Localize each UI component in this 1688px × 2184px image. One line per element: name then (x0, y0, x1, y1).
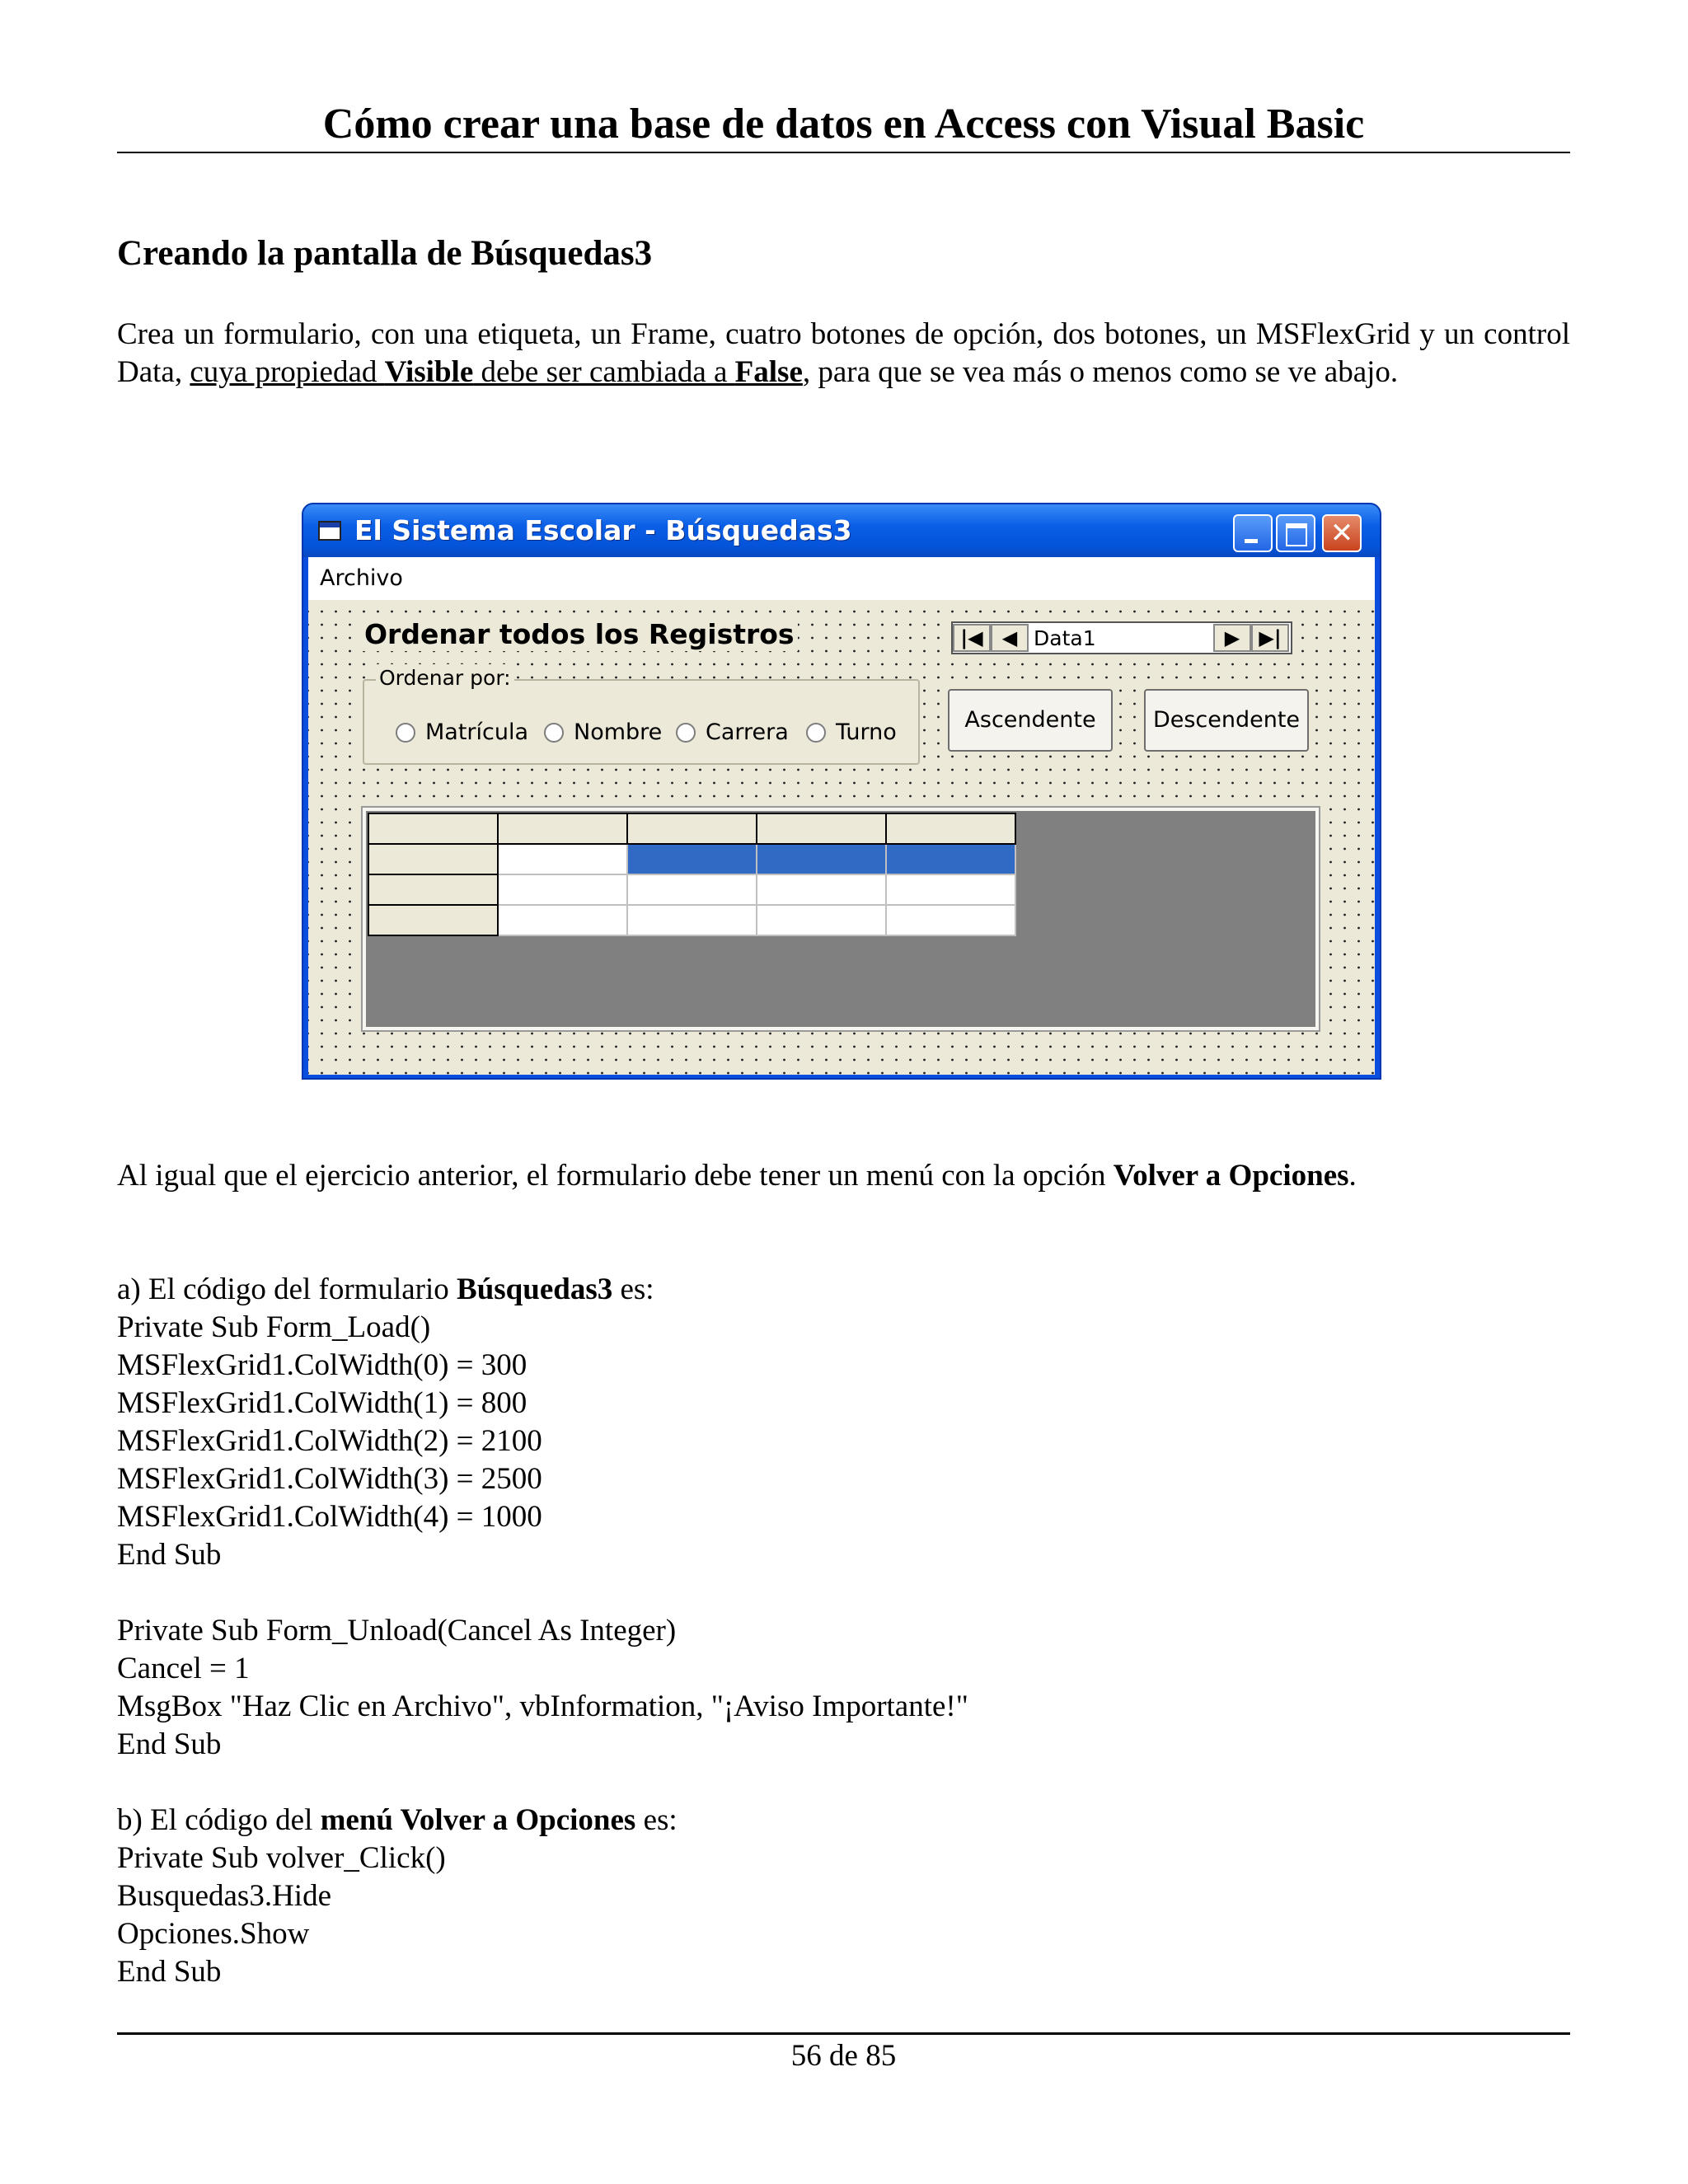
code-line: Opciones.Show (117, 1917, 310, 1951)
sort-by-frame (363, 666, 920, 765)
option-turno[interactable] (806, 719, 897, 747)
grid-cell (757, 813, 886, 844)
grid-row (368, 905, 1015, 935)
grid-cell (368, 813, 498, 844)
next-record-button[interactable]: ▶ (1213, 624, 1251, 652)
data-control (951, 621, 1292, 654)
maximize-button[interactable] (1276, 514, 1315, 552)
grid-cell (627, 813, 757, 844)
grid-cell-selected[interactable] (757, 844, 886, 874)
code-a-intro-text: a) El código del formulario (117, 1272, 457, 1306)
grid-cell (498, 813, 627, 844)
data-control-caption: Data1 (1034, 626, 1096, 650)
code-line: End Sub (117, 1727, 222, 1761)
grid-cell[interactable] (627, 905, 757, 935)
grid-cell (368, 874, 498, 905)
window-titlebar[interactable] (303, 504, 1380, 557)
code-a-intro-end: es: (612, 1272, 654, 1306)
code-line: MsgBox "Haz Clic en Archivo", vbInformation, "¡Aviso Importante!" (117, 1690, 968, 1723)
code-b-intro-bold: menú Volver a Opciones (320, 1803, 636, 1837)
code-a-intro-bold: Búsquedas3 (457, 1272, 613, 1306)
grid-cell[interactable] (498, 844, 627, 874)
vb-form-window (302, 503, 1381, 1080)
code-block-a (117, 1271, 1570, 1991)
code-line: Private Sub Form_Load() (117, 1310, 431, 1344)
window-title: El Sistema Escolar - Búsquedas3 (354, 514, 852, 546)
grid-cell[interactable] (757, 874, 886, 905)
intro-visible-keyword: Visible (384, 355, 474, 389)
footer-divider (117, 2032, 1570, 2035)
header-divider (117, 152, 1570, 153)
option-label: Nombre (574, 719, 663, 745)
grid-cell-selected[interactable] (627, 844, 757, 874)
grid-cell[interactable] (627, 874, 757, 905)
radio-icon (806, 723, 826, 743)
radio-icon (396, 723, 415, 743)
option-matricula[interactable] (396, 719, 528, 747)
page-number: 56 de 85 (790, 2039, 897, 2073)
grid-cell[interactable] (498, 905, 627, 935)
grid-cell[interactable] (886, 905, 1015, 935)
code-line: Private Sub volver_Click() (117, 1841, 446, 1875)
first-record-button[interactable]: |◀ (953, 624, 991, 652)
close-button[interactable] (1322, 514, 1362, 552)
grid-cell[interactable] (498, 874, 627, 905)
intro-text: Crea un formulario, con una etiqueta, un Frame, cuatro botones de opción, dos botones, un MSFlexGrid y un control Data, (117, 317, 1570, 389)
option-nombre[interactable] (544, 719, 662, 747)
menu-paragraph (117, 1157, 1570, 1195)
grid-table (368, 813, 1016, 936)
code-blank-line (117, 1764, 1570, 1802)
code-line: MSFlexGrid1.ColWidth(2) = 2100 (117, 1424, 542, 1458)
code-line: Busquedas3.Hide (117, 1879, 331, 1913)
code-blank-line (117, 1574, 1570, 1612)
radio-icon (544, 723, 564, 743)
code-b-intro-text: b) El código del (117, 1803, 321, 1837)
intro-underline-part: debe ser cambiada a (473, 355, 735, 389)
section-title: Creando la pantalla de Búsquedas3 (117, 234, 653, 273)
ascending-button[interactable]: Ascendente (948, 689, 1113, 752)
code-b-intro-end: es: (635, 1803, 678, 1837)
code-line: End Sub (117, 1538, 222, 1572)
frame-caption: Ordenar por: (376, 664, 514, 692)
window-client-area (308, 557, 1375, 1075)
grid-cell (368, 905, 498, 935)
option-label: Carrera (706, 719, 789, 745)
sort-label: Ordenar todos los Registros (361, 618, 798, 651)
intro-paragraph (117, 316, 1570, 391)
menu-paragraph-end: . (1348, 1159, 1357, 1193)
option-label: Turno (836, 719, 897, 745)
radio-icon (676, 723, 696, 743)
code-b-intro (117, 1802, 1570, 1840)
code-line: End Sub (117, 1955, 222, 1989)
intro-underline-part: cuya propiedad (190, 355, 385, 389)
descending-button[interactable]: Descendente (1144, 689, 1309, 752)
code-line: Cancel = 1 (117, 1652, 250, 1685)
grid-row (368, 874, 1015, 905)
grid-cell[interactable] (757, 905, 886, 935)
code-a-intro (117, 1271, 1570, 1309)
grid-row (368, 844, 1015, 874)
grid-cell (886, 813, 1015, 844)
last-record-button[interactable]: ▶| (1251, 624, 1289, 652)
form-icon (318, 521, 341, 541)
grid-cell-selected[interactable] (886, 844, 1015, 874)
code-line: MSFlexGrid1.ColWidth(1) = 800 (117, 1386, 528, 1420)
menu-paragraph-bold: Volver a Opciones (1113, 1159, 1349, 1193)
grid-cell[interactable] (886, 874, 1015, 905)
option-label: Matrícula (425, 719, 529, 745)
menu-paragraph-text: Al igual que el ejercicio anterior, el formulario debe tener un menú con la opción (117, 1159, 1114, 1193)
close-icon: ✕ (1329, 517, 1354, 550)
minimize-button[interactable] (1233, 514, 1273, 552)
code-line: MSFlexGrid1.ColWidth(3) = 2500 (117, 1462, 542, 1496)
code-line: MSFlexGrid1.ColWidth(4) = 1000 (117, 1500, 542, 1534)
msflexgrid[interactable] (363, 808, 1319, 1030)
intro-underlined-text (190, 355, 803, 389)
code-line: Private Sub Form_Unload(Cancel As Integer) (117, 1614, 677, 1647)
code-line: MSFlexGrid1.ColWidth(0) = 300 (117, 1348, 528, 1382)
form-design-grid (308, 600, 1375, 1075)
document-header-title: Cómo crear una base de datos en Access con Visual Basic (322, 101, 1365, 148)
intro-text-end: , para que se vea más o menos como se ve abajo. (802, 355, 1399, 389)
grid-header-row (368, 813, 1015, 844)
menu-bar (308, 557, 1375, 600)
option-carrera[interactable] (676, 719, 789, 747)
previous-record-button[interactable]: ◀ (991, 624, 1029, 652)
intro-false-keyword: False (734, 355, 803, 389)
menu-archivo[interactable]: Archivo (320, 565, 403, 591)
grid-cell (368, 844, 498, 874)
